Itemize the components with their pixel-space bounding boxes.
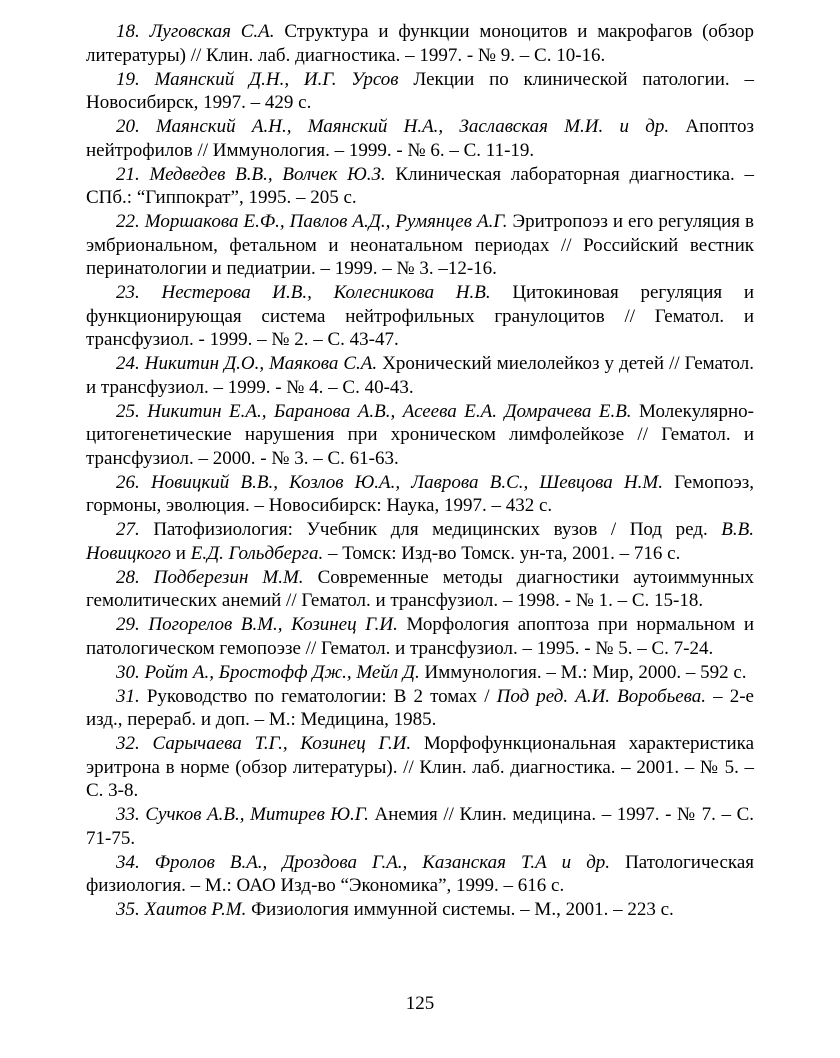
reference-text: Апоптоз нейтрофилов // Иммунология. – 1999. - № 6. – С. 11-19.	[86, 116, 754, 161]
reference-authors: Новицкий В.В., Козлов Ю.А., Лаврова В.С., Шевцова Н.М.	[150, 471, 664, 493]
reference-authors: Нестерова И.В., Колесникова Н.В.	[161, 282, 491, 303]
reference-text: Патологическая физиология. – М.: ОАО Изд-во “Экономика”, 1999. – 616 с.	[86, 851, 754, 896]
reference-authors: Луговская С.А.	[149, 21, 275, 42]
reference-number: 19.	[116, 68, 140, 90]
reference-text: и	[171, 542, 191, 564]
reference-number: 34.	[116, 851, 140, 873]
reference-item	[86, 352, 754, 399]
reference-item	[86, 851, 754, 898]
reference-item	[86, 400, 754, 471]
reference-item	[86, 898, 754, 922]
reference-text: Гемопоэз, гормоны, эволюция. – Новосибирск: Наука, 1997. – 432 с.	[86, 471, 755, 516]
reference-number: 22.	[116, 211, 140, 232]
reference-number: 20.	[116, 116, 140, 137]
reference-editor: Е.Д. Гольдберга.	[190, 542, 324, 564]
reference-text: Анемия // Клин. медицина. – 1997. - № 7. – С. 71-75.	[86, 804, 755, 849]
reference-item	[86, 210, 754, 281]
reference-item	[86, 661, 754, 685]
reference-item	[86, 685, 754, 732]
reference-number: 21.	[116, 163, 140, 185]
reference-text: Эритропоэз и его регуляция в эмбриональном, фетальном и неонатальном периодах // Российский вестник перинатологии и педиатрии. – 1999. – № 3. –12-16.	[86, 211, 755, 279]
reference-number: 23.	[116, 282, 140, 303]
reference-authors: Подберезин М.М.	[153, 566, 304, 588]
reference-item	[86, 163, 754, 210]
reference-text: – Томск: Изд-во Томск. ун-та, 2001. – 716 с.	[323, 542, 681, 564]
reference-number: 30.	[116, 661, 140, 683]
reference-text: Иммунология. – М.: Мир, 2000. – 592 с.	[419, 661, 747, 683]
reference-item	[86, 613, 754, 660]
reference-authors: Моршакова Е.Ф., Павлов А.Д., Румянцев А.Г.	[144, 211, 508, 232]
reference-text: Руководство по гематологии: В 2 томах /	[139, 685, 497, 707]
reference-number: 31.	[116, 685, 140, 707]
reference-item	[86, 20, 754, 67]
reference-item	[86, 471, 754, 518]
reference-authors: Никитин Д.О., Маякова С.А.	[144, 353, 378, 374]
reference-authors: Сучков А.В., Митирев Ю.Г.	[145, 804, 369, 825]
reference-text: Цитокиновая регуляция и функционирующая система нейтрофильных гранулоцитов // Гематол. и трансфузиол. - 1999. – № 2. – С. 43-47.	[86, 282, 755, 350]
reference-text: Клиническая лабораторная диагностика. – СПб.: “Гиппократ”, 1995. – 205 с.	[86, 163, 754, 208]
reference-list	[86, 20, 754, 922]
reference-item	[86, 732, 754, 803]
page-number: 125	[405, 993, 435, 1014]
reference-editor: Под ред. А.И. Воробьева.	[496, 685, 707, 707]
reference-number: 29.	[116, 614, 140, 635]
reference-item	[86, 115, 754, 162]
reference-text: Хронический миелолейкоз у детей // Гематол. и трансфузиол. – 1999. - № 4. – С. 40-43.	[86, 353, 754, 398]
reference-text: Структура и функции моноцитов и макрофагов (обзор литературы) // Клин. лаб. диагностика. – 1997. - № 9. – С. 10-16.	[86, 21, 754, 66]
reference-item	[86, 68, 754, 115]
reference-number: 26.	[116, 471, 140, 493]
reference-item	[86, 281, 754, 352]
reference-number: 33.	[116, 804, 140, 825]
reference-text: Морфофункциональная характеристика эритрона в норме (обзор литературы). // Клин. лаб. диагностика. – 2001. – № 5. – С. 3-8.	[86, 733, 754, 801]
reference-text: Морфология апоптоза при нормальном и патологическом гемопоэзе // Гематол. и трансфузиол. – 1995. - № 5. – С. 7-24.	[86, 614, 755, 659]
reference-text: Патофизиология: Учебник для медицинских вузов / Под ред.	[139, 519, 722, 540]
reference-authors: Медведев В.В., Волчек Ю.З.	[149, 163, 386, 185]
reference-authors: Маянский А.Н., Маянский Н.А., Заславская М.И. и др.	[156, 116, 670, 137]
reference-authors: Ройт А., Бростофф Дж., Мейл Д.	[144, 661, 420, 683]
reference-number: 27.	[116, 519, 140, 540]
reference-text: – 2-е изд., перераб. и доп. – М.: Медицина, 1985.	[86, 685, 754, 730]
reference-number: 32.	[116, 733, 140, 754]
reference-authors: Погорелов В.М., Козинец Г.И.	[148, 614, 398, 635]
reference-number: 18.	[116, 21, 140, 42]
reference-text: Молекулярно-цитогенетические нарушения при хроническом лимфолейкозе // Гематол. и трансфузиол. – 2000. - № 3. – С. 61-63.	[86, 400, 754, 469]
reference-number: 28.	[116, 566, 140, 588]
reference-item	[86, 566, 754, 613]
reference-authors: Фролов В.А., Дроздова Г.А., Казанская Т.А и др.	[154, 851, 611, 873]
reference-text: Современные методы диагностики аутоиммунных гемолитических анемий // Гематол. и трансфузиол. – 1998. - № 1. – С. 15-18.	[86, 566, 754, 611]
reference-editor: В.В. Новицкого	[86, 519, 754, 564]
reference-authors: Никитин Е.А., Баранова А.В., Асеева Е.А. Домрачева Е.В.	[147, 400, 632, 422]
reference-number: 35.	[116, 899, 140, 920]
reference-item	[86, 518, 754, 565]
reference-authors: Хаитов Р.М.	[144, 899, 247, 920]
reference-number: 25.	[116, 400, 140, 422]
reference-authors: Маянский Д.Н., И.Г. Урсов	[154, 68, 399, 90]
reference-text: Физиология иммунной системы. – М., 2001. – 223 с.	[246, 899, 674, 920]
reference-item	[86, 803, 754, 850]
reference-authors: Сарычаева Т.Г., Козинец Г.И.	[152, 733, 412, 754]
reference-text: Лекции по клинической патологии. – Новосибирск, 1997. – 429 с.	[86, 68, 754, 113]
reference-number: 24.	[116, 353, 140, 374]
